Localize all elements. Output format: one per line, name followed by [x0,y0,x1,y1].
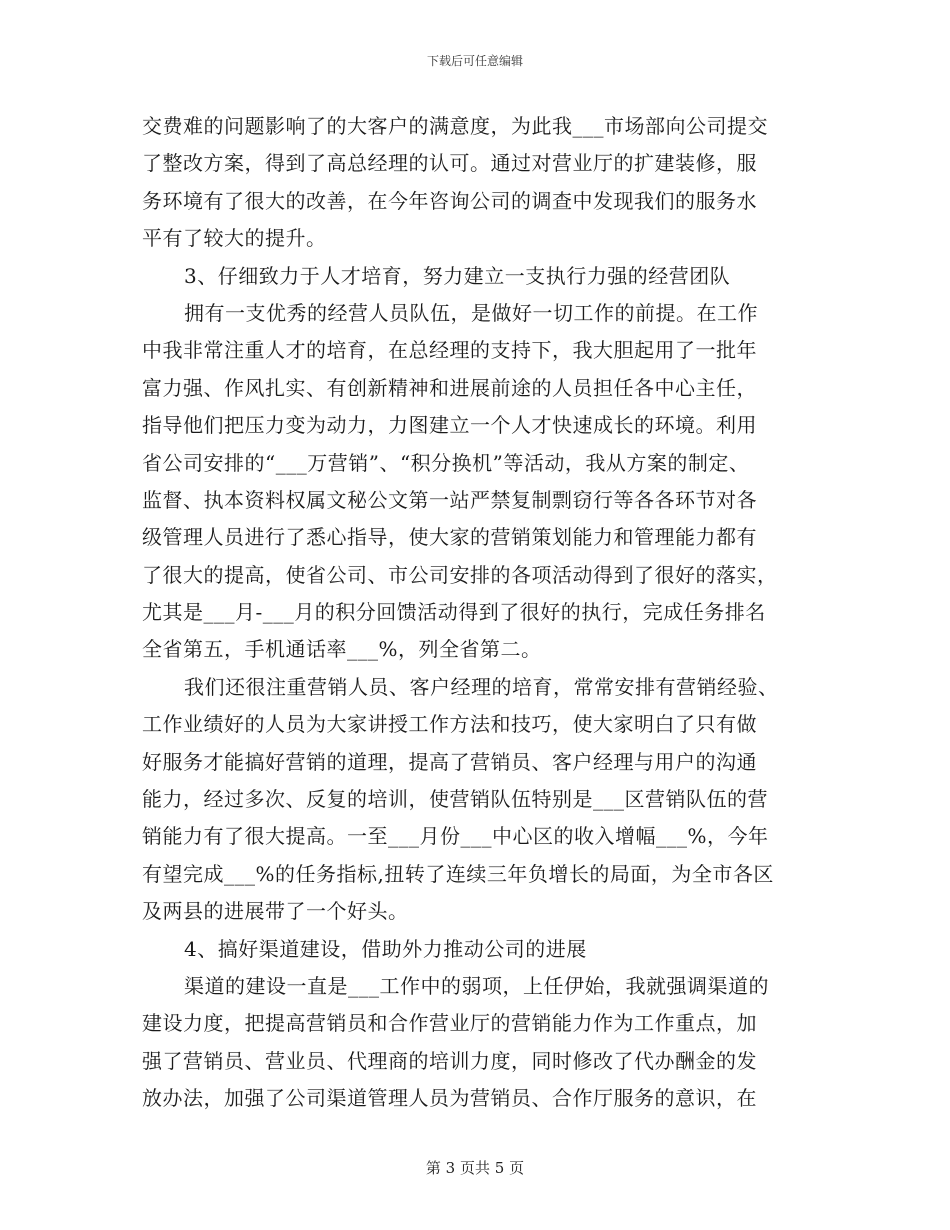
text-line: 尤其是___月-___月的积分回馈活动得到了很好的执行，完成任务排名 [142,600,766,625]
text-line: 中我非常注重人才的培育，在总经理的支持下，我大胆起用了一批年 [142,338,757,363]
text-line: 省公司安排的“___万营销”、“积分换机”等活动，我从方案的制定、 [142,450,750,475]
text-line: 能力，经过多次、反复的培训，使营销队伍特别是___区营销队伍的营 [142,787,768,812]
text-line: 强了营销员、营业员、代理商的培训力度，同时修改了代办酬金的发 [142,1048,757,1073]
text-line: 拥有一支优秀的经营人员队伍，是做好一切工作的前提。在工作 [184,300,758,325]
body-text [142,108,842,1118]
text-line: 放办法，加强了公司渠道管理人员为营销员、合作厅服务的意识，在 [142,1086,757,1111]
text-line: 销能力有了很大提高。一至___月份___中心区的收入增幅___%，今年 [142,824,769,849]
text-line: 全省第五，手机通话率___%，列全省第二。 [142,637,542,662]
page-footer: 第 3 页共 5 页 [425,1159,525,1177]
text-line: 务环境有了很大的改善，在今年咨询公司的调查中发现我们的服务水 [142,188,757,213]
text-line: 富力强、作风扎实、有创新精神和进展前途的人员担任各中心主任， [142,375,757,400]
text-line: 指导他们把压力变为动力，力图建立一个人才快速成长的环境。利用 [142,413,757,438]
text-line: 监督、执本资料权属文秘公文第一站严禁复制剽窃行等各各环节对各 [142,487,757,512]
text-line: 好服务才能搞好营销的道理，提高了营销员、客户经理与用户的沟通 [142,749,757,774]
text-line: 工作业绩好的人员为大家讲授工作方法和技巧，使大家明白了只有做 [142,712,757,737]
text-line: 平有了较大的提升。 [142,226,327,251]
text-line: 交费难的问题影响了的大客户的满意度，为此我___市场部向公司提交 [142,114,768,138]
text-line: 及两县的进展带了一个好头。 [142,899,409,924]
text-line: 我们还很注重营销人员、客户经理的培育，常常安排有营销经验、 [184,674,779,699]
page-header: 下载后可任意编辑 [426,54,523,68]
text-line: 了整改方案，得到了高总经理的认可。通过对营业厅的扩建装修，服 [142,151,757,176]
text-line: 有望完成___%的任务指标,扭转了连续三年负增长的局面，为全市各区 [142,861,774,886]
section-heading: 3、仔细致力于人才培育，努力建立一支执行力强的经营团队 [184,263,731,288]
text-line: 级管理人员进行了悉心指导，使大家的营销策划能力和管理能力都有 [142,525,757,550]
text-line: 了很大的提高，使省公司、市公司安排的各项活动得到了很好的落实， [142,562,778,587]
text-line: 渠道的建设一直是___工作中的弱项，上任伊始，我就强调渠道的 [184,973,769,998]
text-line: 建设力度，把提高营销员和合作营业厅的营销能力作为工作重点，加 [142,1011,757,1036]
section-heading: 4、搞好渠道建设，借助外力推动公司的进展 [184,936,587,961]
